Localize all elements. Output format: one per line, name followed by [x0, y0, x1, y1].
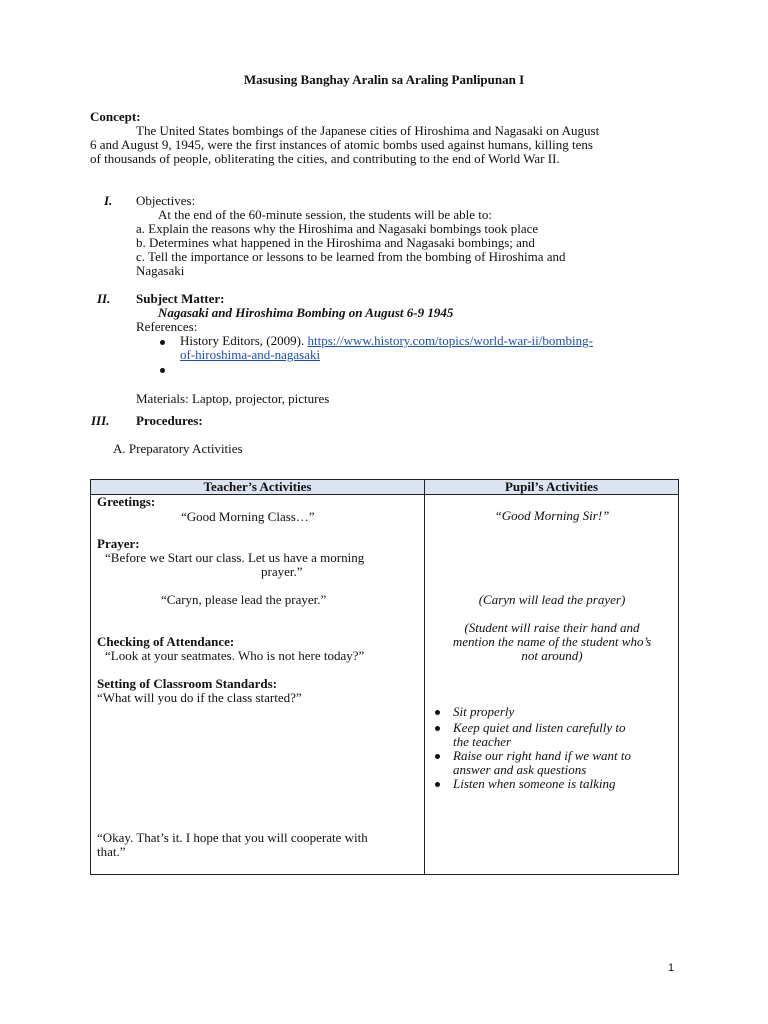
closing-text-1: “Okay. That’s it. I hope that you will cooperate with [97, 830, 368, 845]
pupil-cell [425, 495, 679, 875]
subject-heading: Subject Matter: [136, 291, 225, 306]
prayer-heading: Prayer: [97, 536, 140, 551]
objective-item-c: c. Tell the importance or lessons to be learned from the bombing of Hiroshima and [136, 249, 566, 264]
page-title: Masusing Banghay Aralin sa Araling Panlipunan I [243, 72, 525, 87]
procedures-numeral: III. [91, 413, 110, 428]
concept-heading: Concept: [90, 109, 141, 124]
standards-text: “What will you do if the class started?” [97, 690, 302, 705]
bullet-icon [160, 368, 165, 373]
subject-topic: Nagasaki and Hiroshima Bombing on August 6-9 1945 [158, 305, 454, 320]
objective-item-a: a. Explain the reasons why the Hiroshima and Nagasaki bombings took place [136, 221, 539, 236]
page-number: 1 [668, 962, 675, 974]
rule-raise-hand-1: Raise our right hand if we want to [453, 748, 632, 763]
pupil-attendance-3: not around) [521, 648, 583, 663]
concept-line-2: 6 and August 9, 1945, were the first instances of atomic bombs used against humans, killing tens [90, 137, 593, 152]
rule-listen: Listen when someone is talking [453, 776, 616, 791]
procedures-heading: Procedures: [136, 413, 203, 428]
reference-author: History Editors, (2009). [180, 333, 308, 348]
bullet-icon [160, 340, 165, 345]
subject-numeral: II. [97, 291, 111, 306]
rule-raise-hand-2: answer and ask questions [453, 762, 587, 777]
activities-table [90, 479, 679, 875]
bullet-icon [435, 754, 440, 759]
objective-item-b: b. Determines what happened in the Hiroshima and Nagasaki bombings; and [136, 235, 535, 250]
closing-text-2: that.” [97, 844, 126, 859]
preparatory-activities: A. Preparatory Activities [113, 441, 243, 456]
rule-sit-properly: Sit properly [453, 704, 515, 719]
materials: Materials: Laptop, projector, pictures [136, 391, 330, 406]
prayer-text-2: prayer.” [261, 564, 303, 579]
caryn-prompt: “Caryn, please lead the prayer.” [161, 592, 327, 607]
pupil-attendance-2: mention the name of the student who’s [452, 634, 652, 649]
teacher-cell [91, 495, 425, 875]
objective-item-c-cont: Nagasaki [136, 263, 185, 278]
greetings-heading: Greetings: [97, 494, 156, 509]
bullet-icon [435, 710, 440, 715]
rule-keep-quiet-1: Keep quiet and listen carefully to [453, 720, 626, 735]
teacher-column-header: Teacher’s Activities [91, 480, 425, 495]
attendance-heading: Checking of Attendance: [97, 634, 235, 649]
reference-link[interactable]: https://www.history.com/topics/world-war-ii/bombing- [307, 333, 593, 348]
references-label: References: [136, 319, 198, 334]
attendance-text: “Look at your seatmates. Who is not here today?” [105, 648, 365, 663]
reference-link-cont[interactable]: of-hiroshima-and-nagasaki [180, 347, 321, 362]
pupil-attendance-1: (Student will raise their hand and [464, 620, 640, 635]
pupil-greeting: “Good Morning Sir!” [494, 508, 610, 523]
concept-line-1: The United States bombings of the Japanese cities of Hiroshima and Nagasaki on August [136, 123, 600, 138]
pupil-column-header: Pupil’s Activities [425, 480, 679, 495]
objectives-heading: Objectives: [136, 193, 196, 208]
objectives-numeral: I. [104, 193, 113, 208]
concept-line-3: of thousands of people, obliterating the cities, and contributing to the end of World War II. [90, 151, 560, 166]
pupil-prayer: (Caryn will lead the prayer) [478, 592, 626, 607]
rule-keep-quiet-2: the teacher [453, 734, 512, 749]
bullet-icon [435, 782, 440, 787]
standards-heading: Setting of Classroom Standards: [97, 676, 277, 691]
prayer-text-1: “Before we Start our class. Let us have a morning [105, 550, 365, 565]
bullet-icon [435, 726, 440, 731]
greetings-text: “Good Morning Class…” [181, 509, 315, 524]
objectives-intro: At the end of the 60-minute session, the students will be able to: [158, 207, 492, 222]
